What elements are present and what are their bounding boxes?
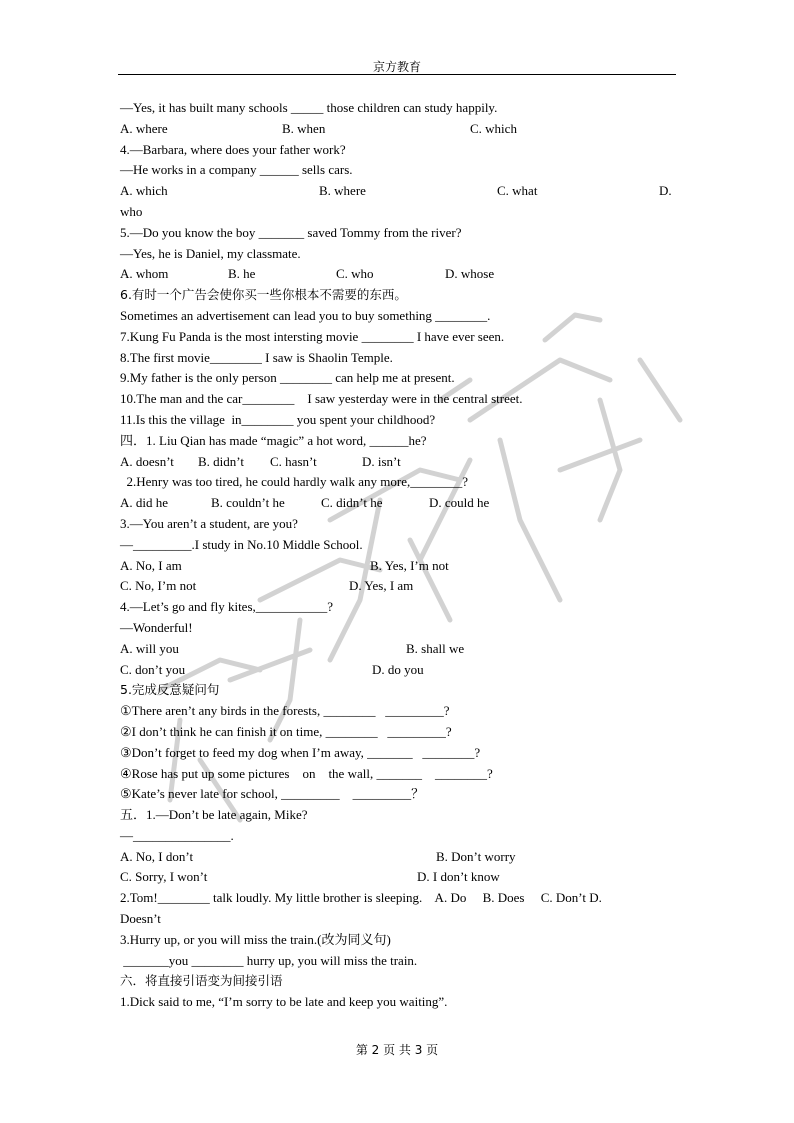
text-line: 1.Dick said to me, “I’m sorry to be late and keep you waiting”.: [120, 994, 448, 1010]
text-line: who: [120, 203, 143, 219]
text-line: 10.The man and the car________ I saw yesterday were in the central street.: [120, 391, 523, 407]
option-row: [120, 119, 676, 140]
option: C. what: [497, 183, 538, 199]
text-line: —_________.I study in No.10 Middle School.: [120, 536, 363, 552]
text-line: 4.—Barbara, where does your father work?: [120, 141, 346, 157]
page-footer: 第 2 页 共 3 页: [355, 1043, 439, 1057]
text-line: 2.Henry was too tired, he could hardly walk any more,________?: [120, 474, 469, 490]
option: D. do you: [372, 661, 424, 677]
option-row: [120, 867, 676, 888]
option: B. he: [228, 266, 256, 282]
text-line: _______you ________ hurry up, you will miss the train.: [120, 952, 418, 968]
text-line: ③Don’t forget to feed my dog when I’m away, _______ ________?: [120, 744, 481, 760]
option-row: [120, 181, 676, 202]
option: A. doesn’t: [120, 453, 174, 469]
option-row: [120, 660, 676, 681]
text-line: 3.Hurry up, or you will miss the train.(改为同义句): [120, 931, 391, 947]
option: D. Yes, I am: [349, 578, 414, 594]
option-row: [120, 264, 676, 285]
option-row: [120, 493, 676, 514]
option-row: [120, 847, 676, 868]
option: B. shall we: [406, 640, 465, 656]
text-line: ①There aren’t any birds in the forests, ________ _________?: [120, 703, 450, 719]
option: C. hasn’t: [270, 453, 317, 469]
text-line: —He works in a company ______ sells cars.: [120, 162, 353, 178]
text-line: 11.Is this the village in________ you spent your childhood?: [120, 411, 436, 427]
section-heading: 六．将直接引语变为间接引语: [120, 973, 283, 989]
option: C. didn’t he: [321, 495, 383, 511]
text-line: 6.有时一个广告会使你买一些你根本不需要的东西。: [120, 287, 407, 303]
text-line: —_______________.: [120, 827, 234, 843]
text-line: 9.My father is the only person ________ can help me at present.: [120, 370, 455, 386]
option: D. could he: [429, 495, 490, 511]
option-row: [120, 639, 676, 660]
option: B. didn’t: [198, 453, 244, 469]
text-line: 5.—Do you know the boy _______ saved Tommy from the river?: [120, 224, 462, 240]
option: B. where: [319, 183, 366, 199]
text-line: ④Rose has put up some pictures on the wall, _______ ________?: [120, 765, 493, 781]
section-heading: 5.完成反意疑问句: [120, 682, 220, 698]
text-line: Sometimes an advertisement can lead you to buy something ________.: [120, 307, 491, 323]
option: B. couldn’t he: [211, 495, 285, 511]
page-header: 京方教育: [372, 60, 421, 74]
text-line: 7.Kung Fu Panda is the most intersting movie ________ I have ever seen.: [120, 328, 505, 344]
option: C. No, I’m not: [120, 578, 197, 594]
section-heading: 五．1.—Don’t be late again, Mike?: [120, 807, 308, 823]
option: A. will you: [120, 640, 179, 656]
text-line: —Yes, it has built many schools _____ those children can study happily.: [120, 100, 498, 115]
text-line: —Wonderful!: [120, 619, 193, 635]
option: C. Sorry, I won’t: [120, 869, 208, 885]
text-line: —Yes, he is Daniel, my classmate.: [120, 245, 301, 261]
text-line: Doesn’t: [120, 911, 161, 927]
option: A. where: [120, 120, 168, 136]
option: C. which: [470, 120, 517, 136]
option: D. I don’t know: [417, 869, 500, 885]
option-row: [120, 556, 676, 577]
option: A. whom: [120, 266, 169, 282]
text-line: 4.—Let’s go and fly kites,___________?: [120, 599, 334, 615]
text-line: 2.Tom!________ talk loudly. My little brother is sleeping. A. Do B. Does C. Don’t D.: [120, 890, 602, 906]
option-row: [120, 452, 676, 473]
option-row: [120, 576, 676, 597]
option: A. No, I don’t: [120, 848, 194, 864]
option: B. Yes, I’m not: [370, 557, 449, 573]
text-line: 8.The first movie________ I saw is Shaolin Temple.: [120, 349, 393, 365]
option: A. did he: [120, 495, 169, 511]
header-divider: [118, 74, 676, 75]
option: D. isn’t: [362, 453, 401, 469]
text-line: ⑤Kate’s never late for school, _________ _________？: [120, 786, 425, 802]
option: A. which: [120, 183, 168, 199]
option: B. when: [282, 120, 326, 136]
text-line: ②I don’t think he can finish it on time, ________ _________?: [120, 723, 452, 739]
option: D. whose: [445, 266, 495, 282]
option: A. No, I am: [120, 557, 182, 573]
option: D.: [659, 183, 672, 199]
option: C. don’t you: [120, 661, 186, 677]
section-heading: 四．1. Liu Qian has made “magic” a hot word, ______he?: [120, 432, 427, 448]
option: B. Don’t worry: [436, 848, 516, 864]
document-body: [120, 98, 676, 1013]
text-line: 3.—You aren’t a student, are you?: [120, 515, 298, 531]
option: C. who: [336, 266, 374, 282]
